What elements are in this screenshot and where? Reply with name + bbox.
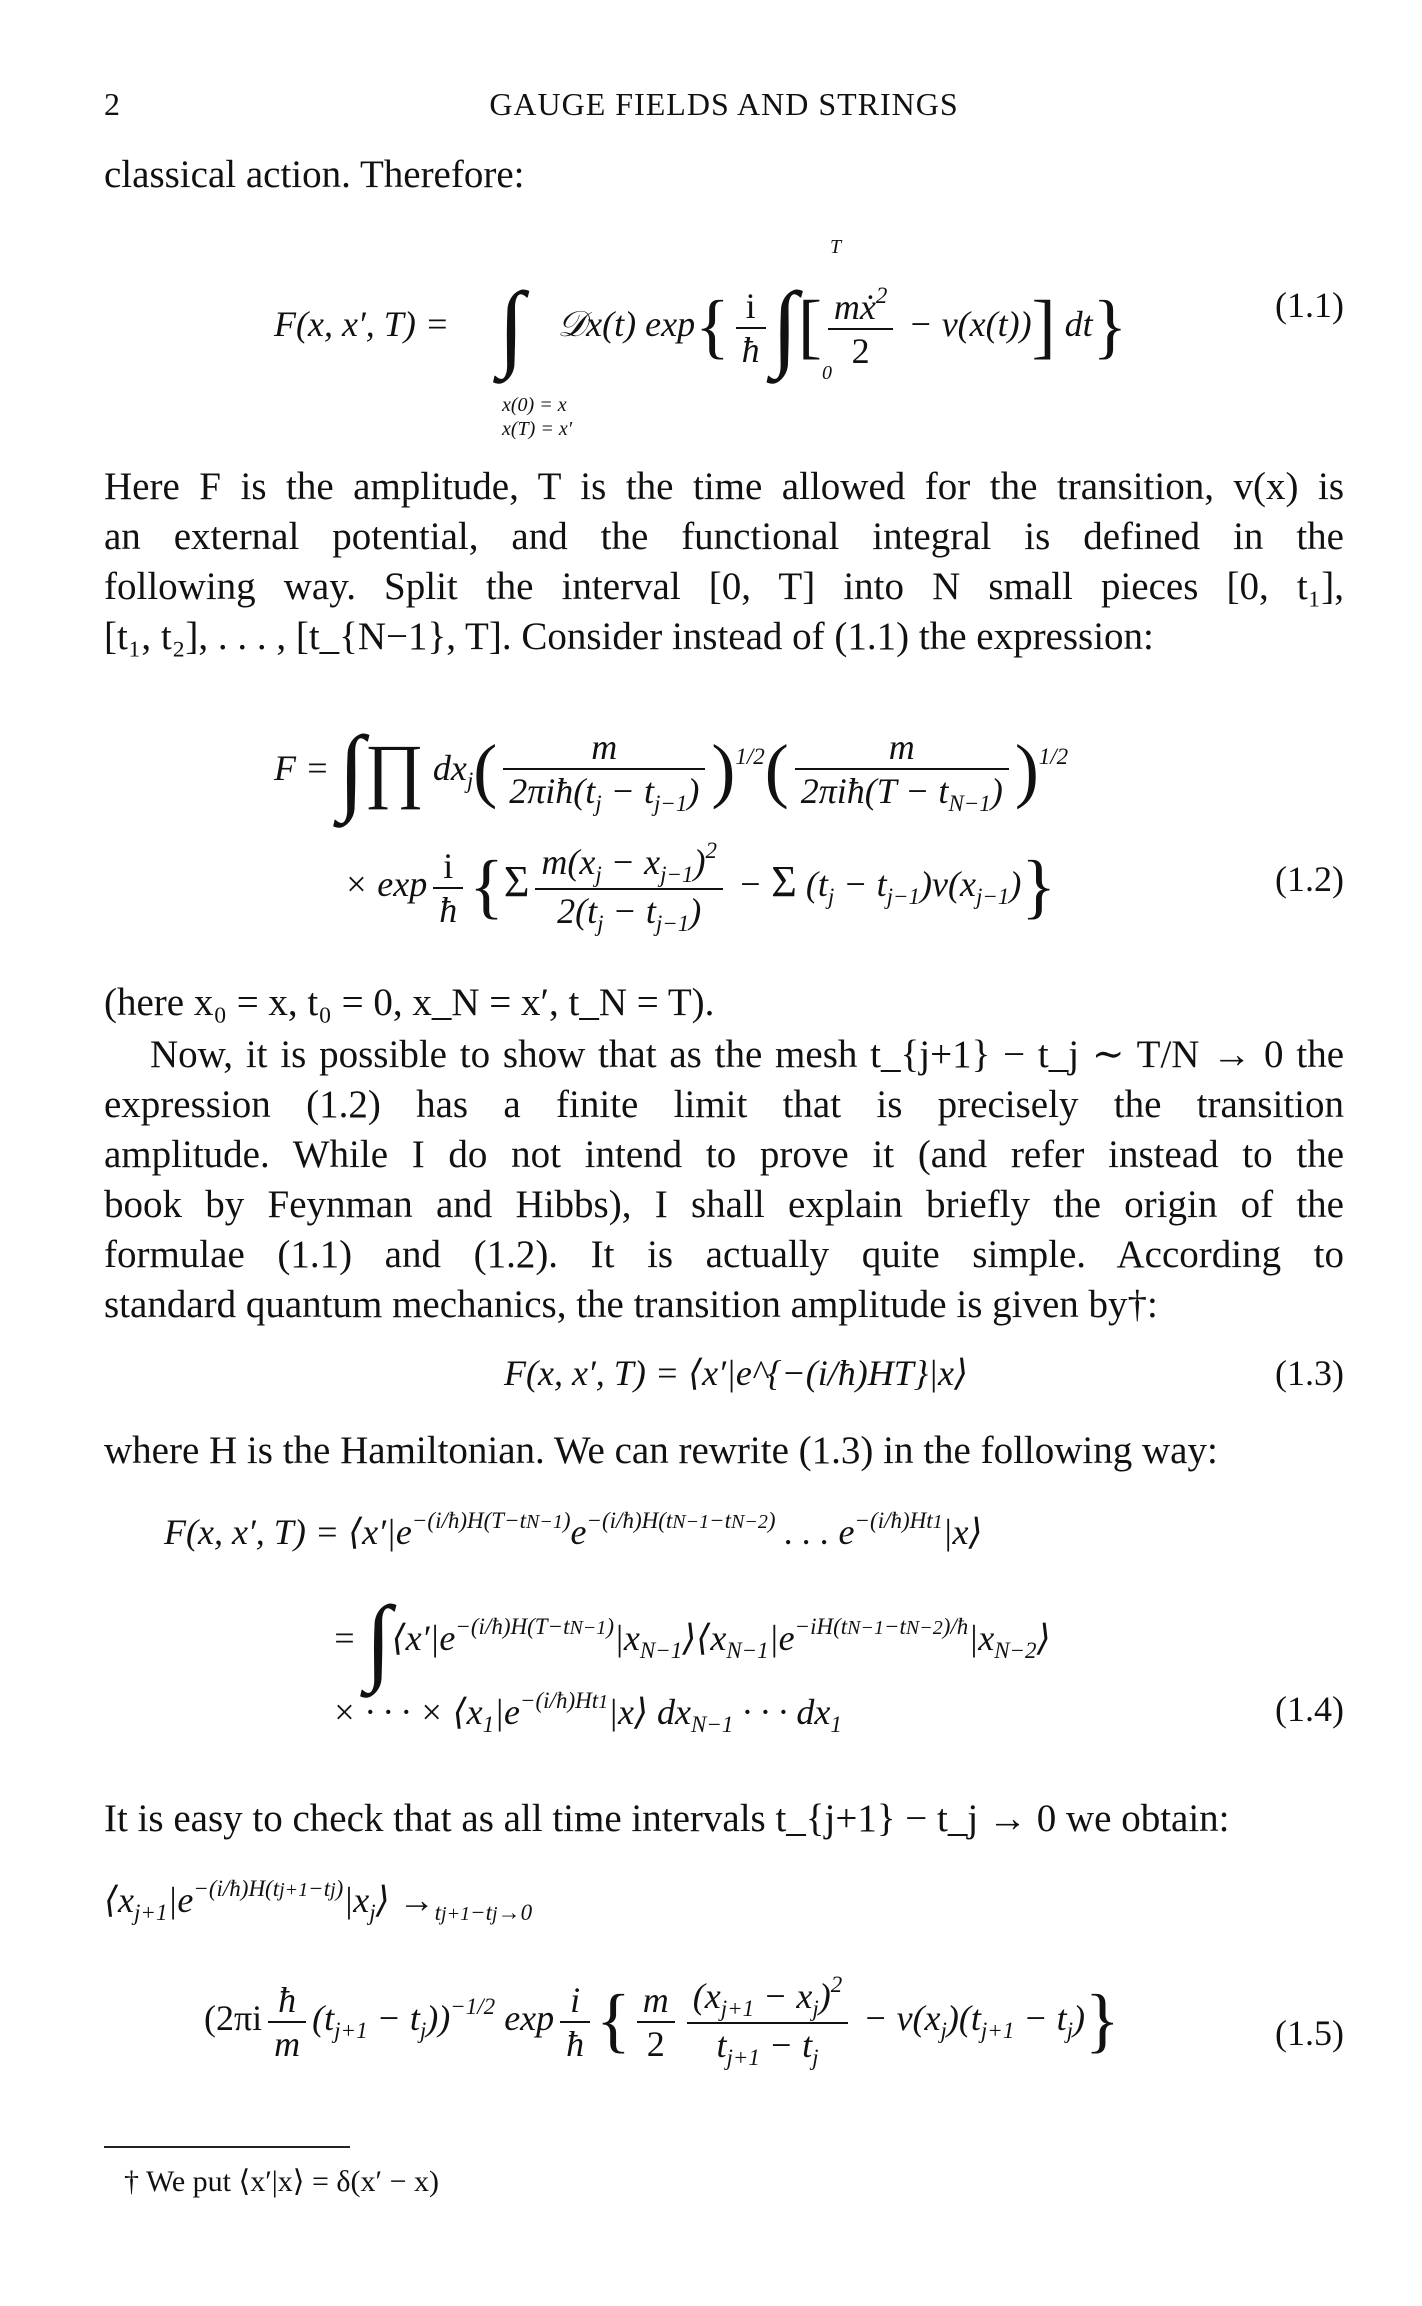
equation-1-2: F = ∫∏ $dx_j$( $\frac{m}{2\pi iħ(t_j - t_{j-1})}$ )$^{1/2}$( $\frac{m}{2\pi iħ(T - t_{N-1})}$ )$^{1/2}$ × exp $\frac{i}{ħ}$ {Σ $\frac{m(x_j - x_{j-1})^2}{2(t_j - t_{j-1})}$ − Σ $(t_j - t_{j-1})v(x_{j-1})$} (1.2) — [274, 716, 1344, 936]
footnote: † We put ⟨x′|x⟩ = δ(x′ − x) — [124, 2165, 440, 2198]
equation-number: (1.4) — [1275, 1689, 1344, 1729]
equation-1-1: F(x, x′, T) = ∫ 𝒟x(t) exp{ $\frac{i}{ħ}$ ∫[ $\frac{mẋ^2}{2}$ − v(x(t))] dt} x(0) = x x(T) = x′ T 0 (1.1) — [274, 236, 1344, 440]
equation-number: (1.5) — [1275, 2013, 1344, 2053]
equation-number: (1.2) — [1275, 859, 1344, 899]
paragraph-4: where H is the Hamiltonian. We can rewrite (1.3) in the following way: — [104, 1429, 1218, 1472]
paragraph-2: (here x₀ = x, t₀ = 0, x_N = x′, t_N = T). — [104, 981, 715, 1024]
footnote-rule — [104, 2146, 350, 2148]
equation-1-3: F(x, x′, T) = ⟨x′|e^{−(i/ħ)HT}|x⟩ (1.3) — [504, 1353, 1344, 1393]
paragraph-3: Now, it is possible to show that as the mesh t_{j+1} − t_j ∼ T/N → 0 the expression (1.2) has a finite limit that is precisely the transition amplitude. While I do not intend to prove it (and refer instead to the book by Feynman and Hibbs), I shall explain briefly the origin of the formulae (1.1) and (1.2). It is actually quite simple. According to standard quantum mechanics, the transition amplitude is given by†: — [104, 1033, 1344, 1326]
equation-1-4: F(x, x′, $T) = ⟨x'|e^{-(i/ħ)H(T-tN-1)}e^{-(i/ħ)H(tN-1-tN-2)}$ . . . $e^{-(i/ħ)Ht1}|x⟩$ = $\int⟨x'|e^{-(i/ħ)H(T-tN-1)}|x_{N-1}⟩⟨x_{N-1}|e^{-iH(tN-1-tN-2)/ħ}|x_{N-2}⟩$ × · · · × $⟨x_1|e^{-(i/ħ)Ht1}|x⟩$ $dx_{N-1}$ · · · $dx_1$ (1.4) — [164, 1508, 1344, 1737]
page-number: 2 — [104, 86, 120, 122]
equation-number: (1.3) — [1275, 1353, 1344, 1393]
intro-line: classical action. Therefore: — [104, 153, 525, 196]
paragraph-5: It is easy to check that as all time intervals t_{j+1} − t_j → 0 we obtain: — [104, 1797, 1230, 1840]
equation-1-5: $⟨x_{j+1}|e^{-(i/ħ)H(tj+1-tj)}|x_j⟩ \to_{tj+1-tj\to 0}$ (2πi $\frac{ħ}{m}$ $(t_{j+1} - t_j))^{-1/2}$ exp $\frac{i}{ħ}$ { $\frac{m}{2}$ $\frac{(x_{j+1} - x_j)^2}{t_{j+1} - t_j}$ − $v(x_j)(t_{j+1} - t_j)$} (1.5) — [104, 1876, 1344, 2070]
equation-number: (1.1) — [1275, 285, 1344, 325]
running-header — [104, 86, 1344, 130]
paragraph-1: Here F is the amplitude, T is the time allowed for the transition, v(x) is an external potential, and the functional integral is defined in the following way. Split the interval [0, T] into N small pieces [0, t₁], [t₁, t₂], . . . , [t_{N−1}, T]. Consider instead of (1.1) the expression: — [104, 465, 1344, 658]
running-title: GAUGE FIELDS AND STRINGS — [489, 86, 959, 122]
